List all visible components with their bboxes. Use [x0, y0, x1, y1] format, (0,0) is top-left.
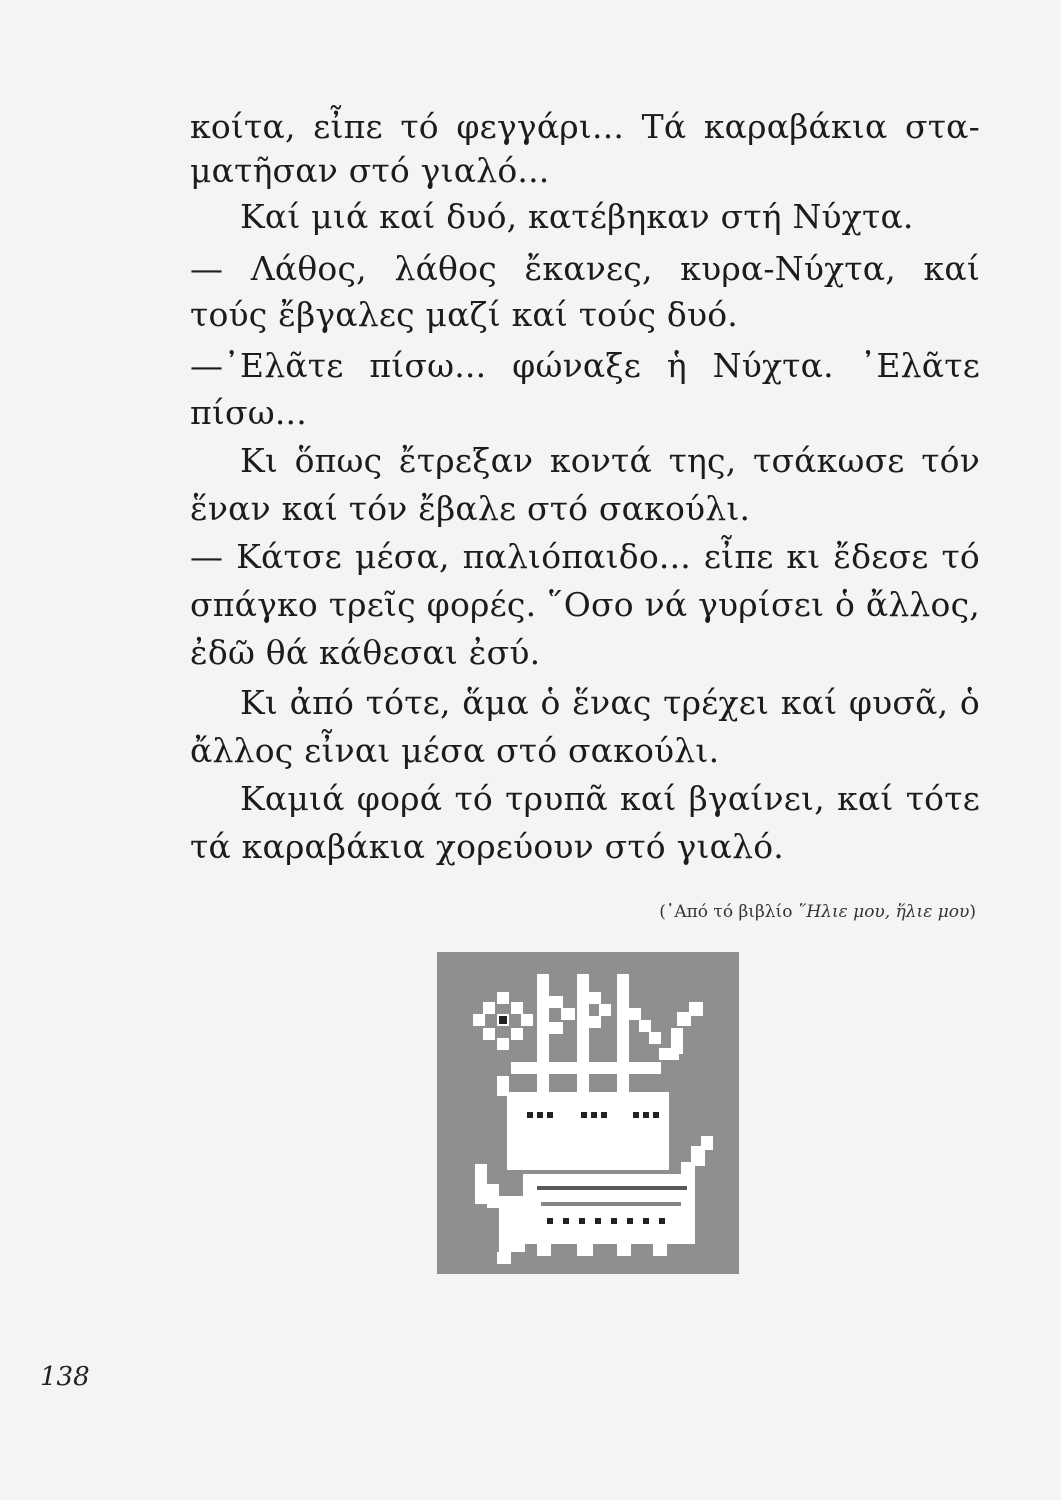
text-line: ἕναν καί τόν ἔβαλε στό σακούλι. — [190, 489, 751, 528]
text-line: Καί μιά καί δυό, κατέβηκαν στή Νύχτα. — [240, 197, 914, 236]
source-citation — [659, 902, 976, 922]
page-number: 138 — [40, 1362, 90, 1392]
text-line: Καμιά φορά τό τρυπᾶ καί βγαίνει, καί τότε — [240, 779, 980, 818]
text-line: κοίτα, εἶπε τό φεγγάρι... Τά καραβάκια στα- — [190, 107, 980, 146]
text-line: σπάγκο τρεῖς φορές. ῞Οσο νά γυρίσει ὁ ἄλλος, — [190, 585, 980, 624]
ship-embroidery-icon — [437, 952, 739, 1274]
text-line: τούς ἔβγαλες μαζί καί τούς δυό. — [190, 295, 738, 334]
ship-illustration — [437, 952, 739, 1274]
text-line: — Κάτσε μέσα, παλιόπαιδο... εἶπε κι ἔδεσε τό — [190, 537, 980, 576]
source-suffix: ) — [969, 902, 976, 922]
source-title: ῞Ηλιε μου, ἥλιε μου — [797, 902, 970, 922]
text-line: —᾿Ελᾶτε πίσω... φώναξε ἡ Νύχτα. ᾿Ελᾶτε — [190, 346, 980, 385]
text-line: ματῆσαν στό γιαλό... — [190, 151, 550, 190]
text-line: ἄλλος εἶναι μέσα στό σακούλι. — [190, 731, 720, 770]
source-prefix: (᾿Από τό βιβλίο — [659, 902, 798, 922]
text-line: πίσω... — [190, 393, 307, 432]
text-line: Κι ἀπό τότε, ἅμα ὁ ἕνας τρέχει καί φυσᾶ, ὁ — [240, 683, 980, 722]
text-line: ἐδῶ θά κάθεσαι ἐσύ. — [190, 633, 541, 672]
text-line: — Λάθος, λάθος ἔκανες, κυρα-Νύχτα, καί — [190, 249, 980, 288]
text-line: Κι ὅπως ἔτρεξαν κοντά της, τσάκωσε τόν — [240, 441, 980, 480]
text-line: τά καραβάκια χορεύουν στό γιαλό. — [190, 827, 784, 866]
